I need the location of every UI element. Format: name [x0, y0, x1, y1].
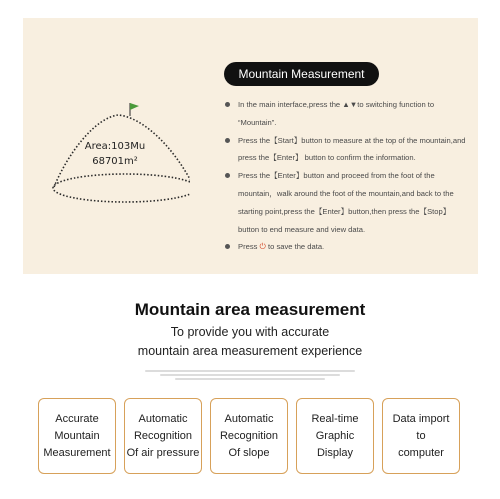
- bullet-icon: [225, 138, 230, 143]
- feature-line: Of slope: [228, 446, 270, 459]
- bullet-icon: [225, 244, 230, 249]
- feature-line: Automatic: [138, 412, 188, 425]
- step-text: In the main interface,press the ▲▼to switching function to “Mountain”.: [238, 100, 435, 127]
- list-item: [221, 132, 471, 168]
- feature-line: Recognition: [219, 429, 279, 442]
- feature-line: Accurate: [55, 412, 99, 425]
- area-m2-label: 68701m²: [92, 156, 138, 167]
- feature-cards: [38, 398, 462, 474]
- feature-card-accurate: [38, 398, 116, 474]
- feature-line: Recognition: [133, 429, 193, 442]
- save-prefix: Press: [238, 242, 258, 252]
- instruction-steps: [221, 96, 471, 256]
- subheading-line-1: To provide you with accurate: [170, 325, 330, 339]
- feature-card-graphic: [296, 398, 374, 474]
- feature-line: Real-time: [311, 412, 359, 425]
- subheading-line-2: mountain area measurement experience: [137, 344, 363, 358]
- feature-line: Automatic: [224, 412, 274, 425]
- feature-line: Graphic: [315, 429, 355, 442]
- step-text: Press the【Enter】button and proceed from the foot of the mountain，walk around the foot of the mountain,and back to the starting point,press the【Enter】button,then press the【Stop】button to end measure and view data.: [238, 171, 454, 234]
- list-item: [221, 96, 471, 132]
- list-item: [221, 238, 471, 256]
- feature-line: Display: [316, 446, 354, 459]
- page-title: Mountain area measurement: [134, 300, 366, 319]
- bullet-icon: [225, 102, 230, 107]
- save-suffix: to save the data.: [268, 242, 325, 252]
- feature-card-slope: [210, 398, 288, 474]
- fineprint-decoration: [140, 368, 360, 382]
- feature-line: Measurement: [43, 446, 111, 459]
- mountain-illustration: [50, 83, 190, 208]
- power-icon: ⏻: [259, 242, 266, 252]
- feature-card-air-pressure: [124, 398, 202, 474]
- instructions-title: Mountain Measurement: [224, 62, 379, 86]
- list-item: [221, 167, 471, 238]
- feature-card-data-import: [382, 398, 460, 474]
- bullet-icon: [225, 173, 230, 178]
- feature-line: to: [416, 429, 426, 442]
- feature-line: Mountain: [54, 429, 100, 442]
- area-mu-label: Area:103Mu: [84, 141, 146, 152]
- instruction-panel: [23, 18, 478, 274]
- feature-line: Of air pressure: [126, 446, 200, 459]
- feature-line: Data import: [392, 412, 450, 425]
- feature-line: computer: [398, 446, 444, 459]
- step-text: Press the【Start】button to measure at the top of the mountain,and press the【Enter】 button to confirm the information.: [238, 135, 466, 163]
